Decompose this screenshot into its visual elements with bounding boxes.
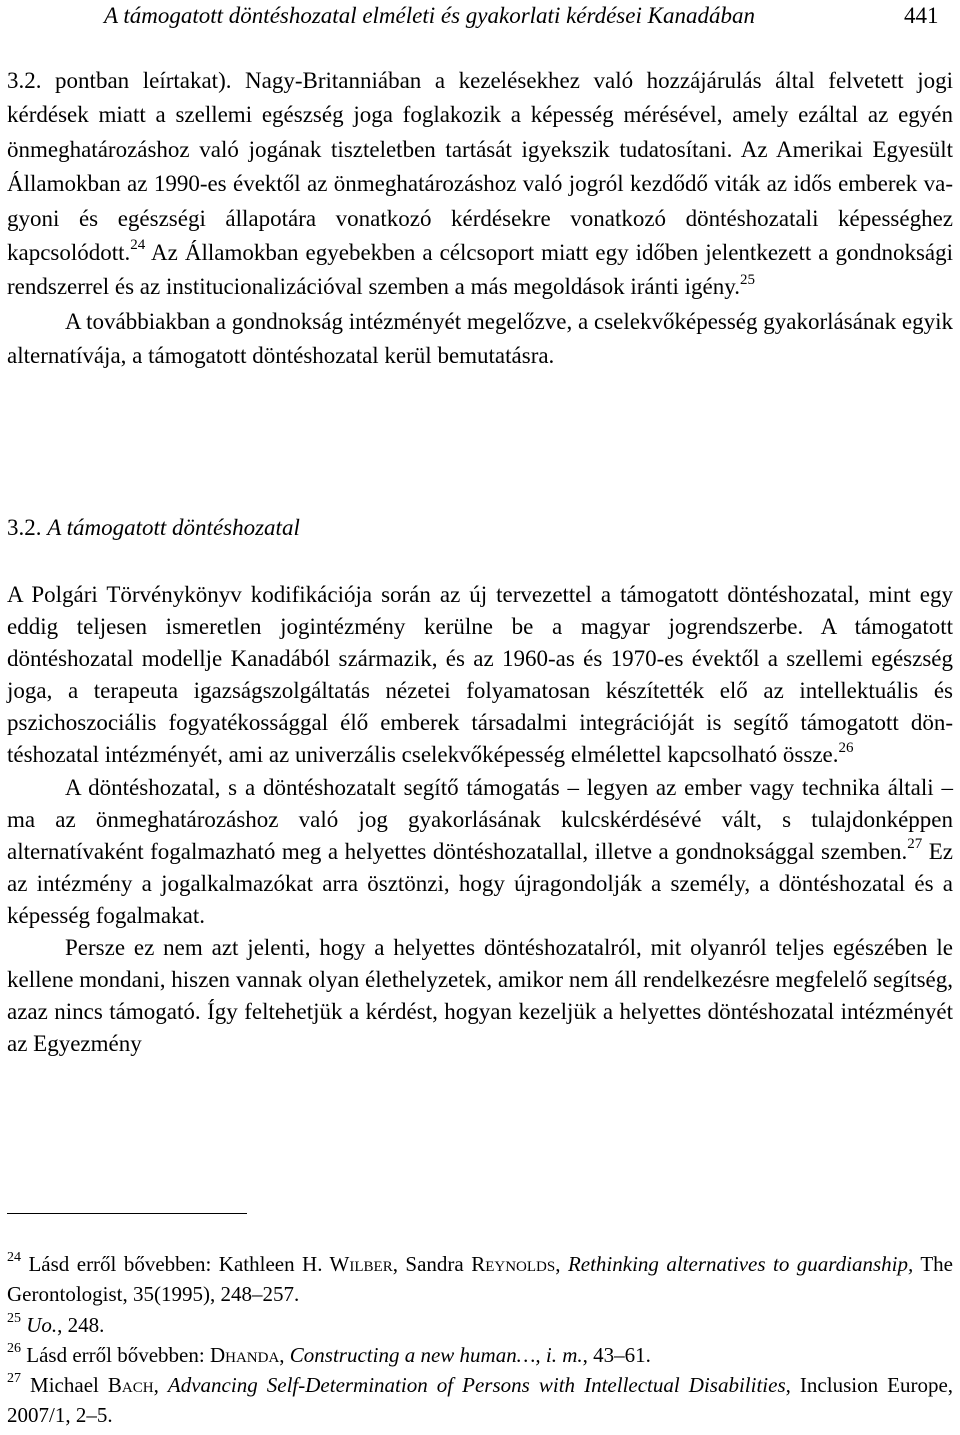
paragraph xyxy=(7,64,953,305)
footnote-ref-24[interactable]: 24 xyxy=(130,237,146,254)
footnote-text: , xyxy=(555,1252,568,1276)
paragraph-text: Ez az intézmény a jogalkalmazókat arra ösztönzi, hogy újragondolják a személy, a döntéshozatal és a képesség fogalmakat. xyxy=(7,838,953,928)
section-number: 3.2. xyxy=(7,515,42,540)
footnote-25 xyxy=(7,1310,953,1340)
footnote-26 xyxy=(7,1340,953,1370)
running-title: A támogatott döntéshozatal elméleti és gyakorlati kérdései Kanadában xyxy=(104,3,755,28)
body-text-top xyxy=(7,64,953,374)
footnote-text: , Sandra R xyxy=(392,1252,486,1276)
footnote-ref-25[interactable]: 25 xyxy=(739,271,755,288)
footnote-text: Lásd erről bővebben: D xyxy=(21,1342,226,1367)
work-title: Advancing Self-Determination of Persons with Intellectual Disabilities xyxy=(167,1373,786,1398)
body-text-section xyxy=(7,579,953,1060)
footnote-number: 24 xyxy=(7,1250,21,1265)
footnote-number: 27 xyxy=(7,1371,21,1387)
footnote-ref-27[interactable]: 27 xyxy=(907,836,923,853)
footnote-number: 25 xyxy=(7,1310,21,1326)
author-surname: ilber xyxy=(349,1252,393,1276)
paragraph-text: Az Államokban egyebekben a célcsoport miatt egy időben jelentkezett a gondnoksági rendszerrel és az institucionalizációval szemben a más megoldások iránti igény. xyxy=(7,240,953,300)
section-title: A támogatott döntéshozatal xyxy=(47,515,300,540)
work-title: Constructing a new human…, i. m. xyxy=(289,1342,583,1367)
footnote-text: , Inclusion Europe, 2007/1, 2–5. xyxy=(7,1373,954,1428)
footnote-text: Lásd erről bővebben: Kathleen H. W xyxy=(21,1252,350,1276)
paragraph: Persze ez nem azt jelenti, hogy a helyettes döntéshozatalról, mit olyanról teljes egészében le kellene mondani, hiszen vannak olyan élethelyzetek, amikor nem áll rendelkezésre megfelelő segítség, azaz nincs támogató. Így feltehetjük a kérdést, hogyan kezeljük a helyettes döntéshozatal intézményét az Egyezmény xyxy=(7,935,953,1057)
footnote-text: , 43–61. xyxy=(582,1342,651,1367)
author-surname: handa xyxy=(225,1342,280,1367)
work-title: Uo. xyxy=(21,1312,58,1337)
paragraph: A továbbiakban a gondnokság intézményét megelőzve, a cselekvőképesség gyakorlásának egyik alternatívája, a támogatott döntéshozatal kerül bemutatásra. xyxy=(7,308,953,369)
footnote-ref-26[interactable]: 26 xyxy=(838,739,854,756)
footnote-27 xyxy=(7,1370,953,1431)
paragraph-text: A döntéshozatal, s a döntéshozatalt segítő támogatás – legyen az ember vagy technika általi – ma az önmeghatározáshoz való jog gyakorlásának kulcskérdésévé vált, s tulajdonképpen alternatívaként fogalmazható meg a helyettes döntéshozatallal, illetve a gondnoksággal szemben. xyxy=(7,774,953,864)
paragraph-text: 3.2. pontban leírtakat). Nagy-Britanniában a kezelésekhez való hozzájárulás által felvetett jogi kérdések miatt a szellemi egészség joga foglakozik a képesség mérésével, amely ezáltal az egyén önmeghatározáshoz való jogának tiszteletben tartását igyekszik tudatosítani. Az Amerikai Egyesült Államokban az 1990-es évektől az önmeghatározáshoz való jogról kezdődő viták az idős emberek vagyoni és egészségi állapotára vonatkozó kérdésekre vonatkozó döntéshozatali képességhez kapcsolódott. xyxy=(7,68,953,266)
footnotes xyxy=(7,1249,953,1431)
footnote-text: , 248. xyxy=(57,1312,105,1337)
paragraph-text: A Polgári Törvénykönyv kodifikációja során az új tervezettel a támogatott döntéshozatal, mint egy eddig teljesen ismeretlen jogintézmény kerülne be a magyar jogrendszerbe. A támogatott döntéshozatal modellje Kanadából származik, és az 1960-as és 1970-es évektől a szellemi egészség joga, a terapeuta igazságszolgáltatás nézetei folyamatosan készítették elő az intellektuális és pszichoszociális fogyatékossággal élő emberek társadalmi integrációját is segítő támogatott döntéshozatal intézményét, ami az univerzális cselekvőképesség elmélettel kapcsolható össze. xyxy=(7,582,953,768)
footnote-separator xyxy=(7,1213,247,1214)
footnote-text: Michael B xyxy=(21,1373,122,1398)
paragraph xyxy=(7,579,953,772)
footnote-24 xyxy=(7,1249,953,1310)
page-number: 441 xyxy=(904,3,939,28)
footnote-text: , xyxy=(153,1373,168,1398)
footnote-text: The Gerontologist, 35(1995), 248–257. xyxy=(7,1252,953,1307)
work-title: Rethinking alternatives to guardianship, xyxy=(567,1252,914,1276)
footnote-number: 26 xyxy=(7,1340,21,1356)
author-surname: eynolds xyxy=(485,1252,556,1276)
running-header xyxy=(0,0,960,40)
author-surname: ach xyxy=(121,1373,154,1398)
section-heading xyxy=(7,511,300,545)
paragraph xyxy=(7,772,953,932)
footnote-text: , xyxy=(279,1342,290,1367)
